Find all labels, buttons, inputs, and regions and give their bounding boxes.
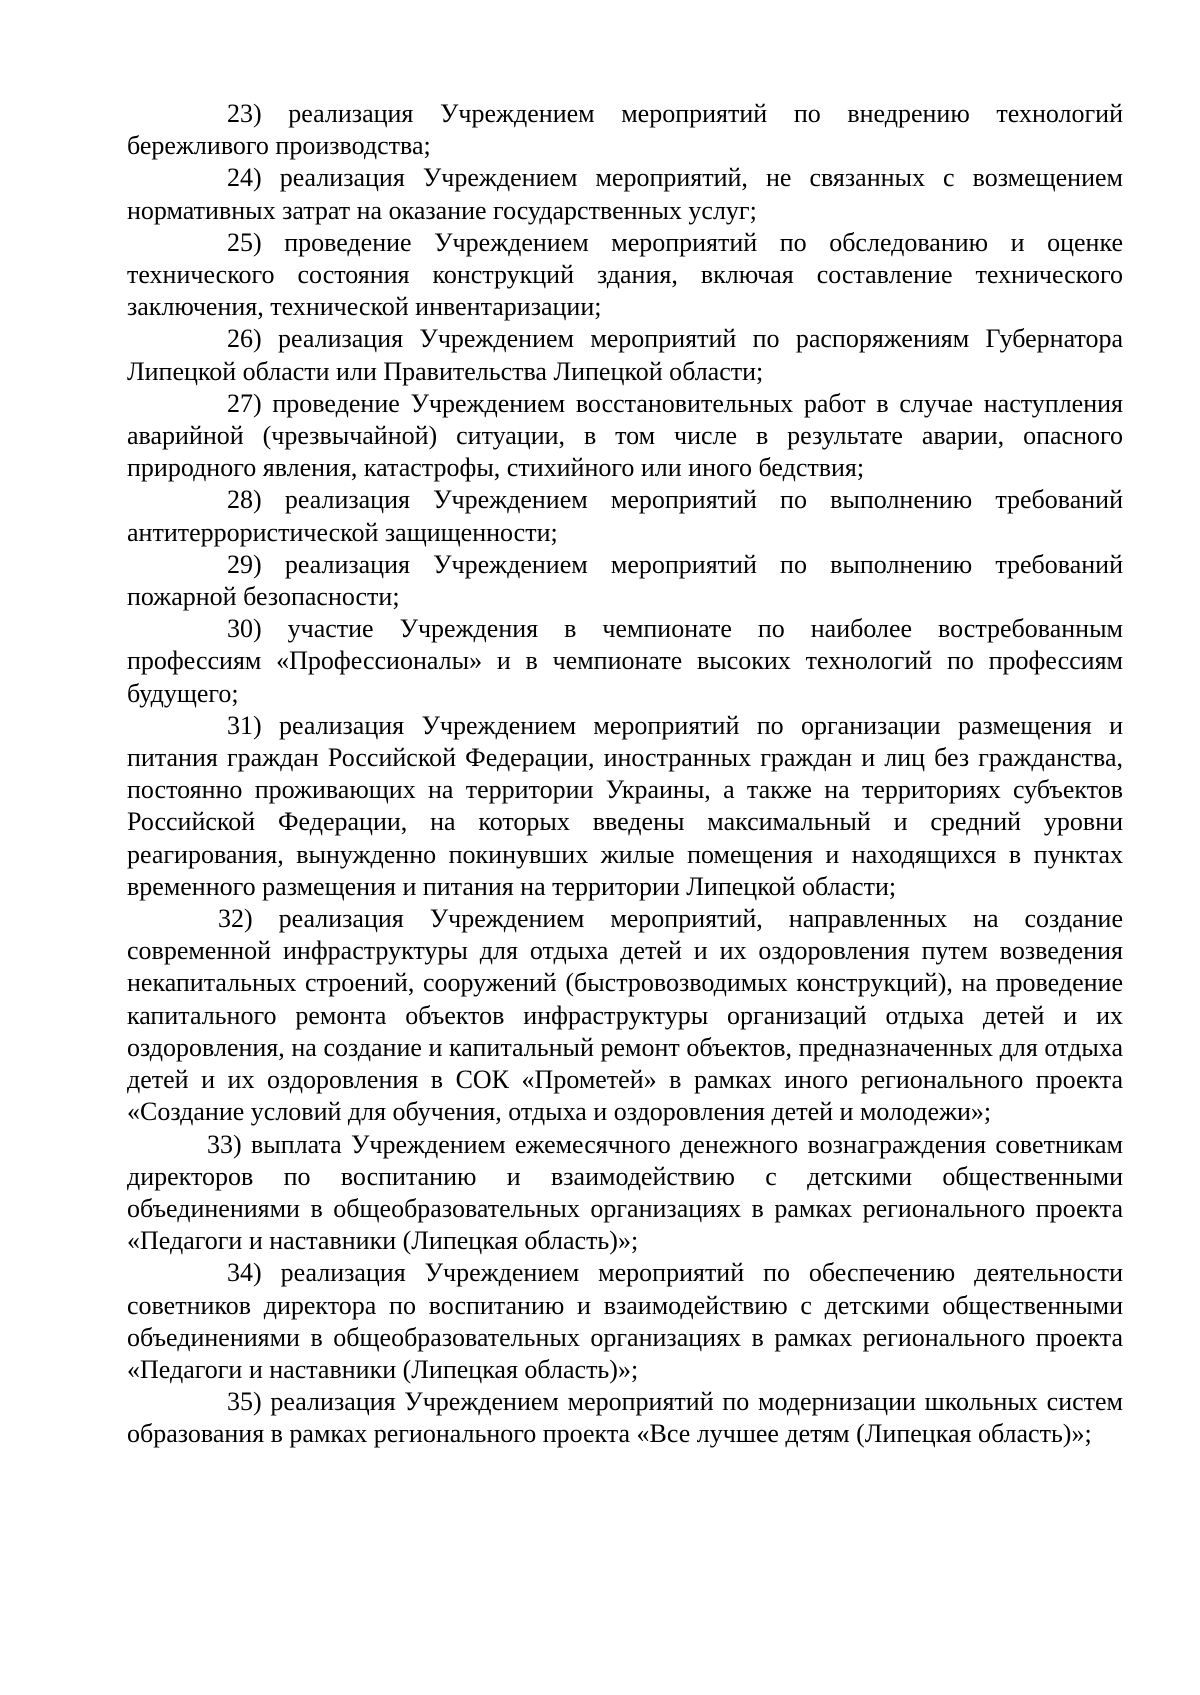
list-item-35: 35) реализация Учреждением мероприятий по модернизации школьных систем образования в рамках регионального проекта «Все лучшее детям (Липецкая область)»; — [127, 1387, 1123, 1449]
list-item-27: 27) проведение Учреждением восстановительных работ в случае наступления аварийной (чрезвычайной) ситуации, в том числе в результате аварии, опасного природного явления, катастрофы, стихийного или иного бедствия; — [127, 388, 1123, 483]
list-item-24: 24) реализация Учреждением мероприятий, не связанных с возмещением нормативных затрат на оказание государственных услуг; — [127, 163, 1123, 225]
list-item-30: 30) участие Учреждения в чемпионате по наиболее востребованным профессиям «Профессионалы» и в чемпионате высоких технологий по профессиям будущего; — [127, 614, 1123, 708]
list-item-33: 33) выплата Учреждением ежемесячного денежного вознаграждения советникам директоров по воспитанию и взаимодействию с детскими общественными объединениями в общеобразовательных организациях в рамках регионального проекта «Педагоги и наставники (Липецкая область)»; — [127, 1129, 1123, 1256]
list-item-25: 25) проведение Учреждением мероприятий по обследованию и оценке технического состояния конструкций здания, включая составление технического заключения, технической инвентаризации; — [127, 227, 1123, 322]
document-body — [127, 98, 1123, 1451]
list-item-29: 29) реализация Учреждением мероприятий по выполнению требований пожарной безопасности; — [127, 549, 1123, 612]
list-item-23: 23) реализация Учреждением мероприятий по внедрению технологий бережливого производства; — [127, 99, 1123, 161]
list-item-34: 34) реализация Учреждением мероприятий по обеспечению деятельности советников директора по воспитанию и взаимодействию с детскими общественными объединениями в общеобразовательных организациях в рамках регионального проекта «Педагоги и наставники (Липецкая область)»; — [127, 1258, 1123, 1384]
list-item-28: 28) реализация Учреждением мероприятий по выполнению требований антитеррористической защищенности; — [127, 485, 1123, 547]
list-item-26: 26) реализация Учреждением мероприятий по распоряжениям Губернатора Липецкой области или Правительства Липецкой области; — [127, 324, 1123, 386]
list-item-32: 32) реализация Учреждением мероприятий, направленных на создание современной инфраструктуры для отдыха детей и их оздоровления путем возведения некапитальных строений, сооружений (быстровозводимых конструкций), на проведение капитального ремонта объектов инфраструктуры организаций отдыха детей и их оздоровления, на создание и капитальный ремонт объектов, предназначенных для отдыха детей и их оздоровления в СОК «Прометей» в рамках иного регионального проекта «Создание условий для обучения, отдыха и оздоровления детей и молодежи»; — [127, 904, 1123, 1127]
list-item-31: 31) реализация Учреждением мероприятий по организации размещения и питания граждан Российской Федерации, иностранных граждан и лиц без гражданства, постоянно проживающих на территории Украины, а также на территориях субъектов Российской Федерации, на которых введены максимальный и средний уровни реагирования, вынужденно покинувших жилые помещения и находящихся в пунктах временного размещения и питания на территории Липецкой области; — [127, 710, 1123, 901]
